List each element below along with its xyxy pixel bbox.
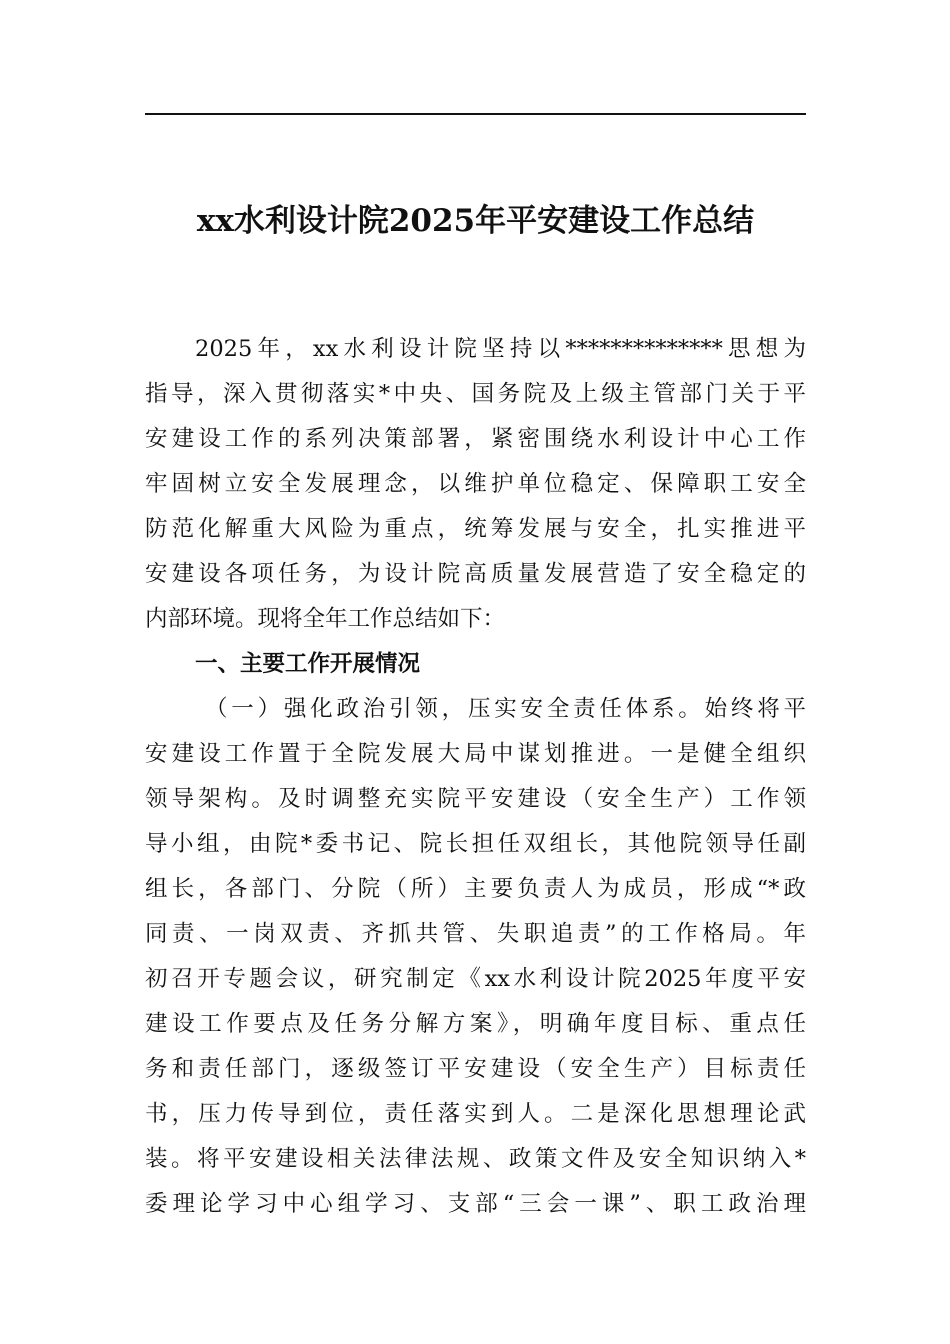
paragraph-line: 务和责任部门，逐级签订平安建设（安全生产）目标责任 (145, 1056, 806, 1082)
paragraph-line: （一）强化政治引领，压实安全责任体系。始终将平 (205, 696, 806, 722)
paragraph-line: 同责、一岗双责、齐抓共管、失职追责”的工作格局。年 (145, 921, 806, 947)
paragraph-line: 导小组，由院*委书记、院长担任双组长，其他院领导任副 (145, 831, 806, 857)
paragraph-line: 初召开专题会议，研究制定《xx水利设计院2025年度平安 (145, 966, 806, 992)
paragraph-line: 指导，深入贯彻落实*中央、国务院及上级主管部门关于平 (145, 381, 806, 407)
paragraph-line: 防范化解重大风险为重点，统筹发展与安全，扎实推进平 (145, 516, 806, 542)
paragraph-line: 委理论学习中心组学习、支部“三会一课”、职工政治理 (145, 1191, 806, 1217)
paragraph-line: 领导架构。及时调整充实院平安建设（安全生产）工作领 (145, 786, 806, 812)
document-title: xx水利设计院2025年平安建设工作总结 (196, 203, 755, 239)
paragraph-line: 安建设工作的系列决策部署，紧密围绕水利设计中心工作 (145, 426, 806, 452)
paragraph-line: 装。将平安建设相关法律法规、政策文件及安全知识纳入* (145, 1146, 806, 1172)
document-body (145, 327, 806, 1227)
paragraph-line: 建设工作要点及任务分解方案》，明确年度目标、重点任 (145, 1011, 806, 1037)
paragraph-line: 安建设各项任务，为设计院高质量发展营造了安全稳定的 (145, 561, 806, 587)
paragraph-line: 书，压力传导到位，责任落实到人。二是深化思想理论武 (145, 1101, 806, 1127)
paragraph-line: 组长，各部门、分院（所）主要负责人为成员，形成“*政 (145, 876, 806, 902)
paragraph-line: 内部环境。现将全年工作总结如下： (145, 606, 506, 632)
section-heading: 一、主要工作开展情况 (195, 651, 421, 677)
paragraph-line: 牢固树立安全发展理念，以维护单位稳定、保障职工安全 (145, 471, 806, 497)
header-rule (145, 113, 806, 115)
paragraph-line: 2025年，xx水利设计院坚持以**************思想为 (195, 336, 806, 362)
paragraph-line: 安建设工作置于全院发展大局中谋划推进。一是健全组织 (145, 741, 806, 767)
